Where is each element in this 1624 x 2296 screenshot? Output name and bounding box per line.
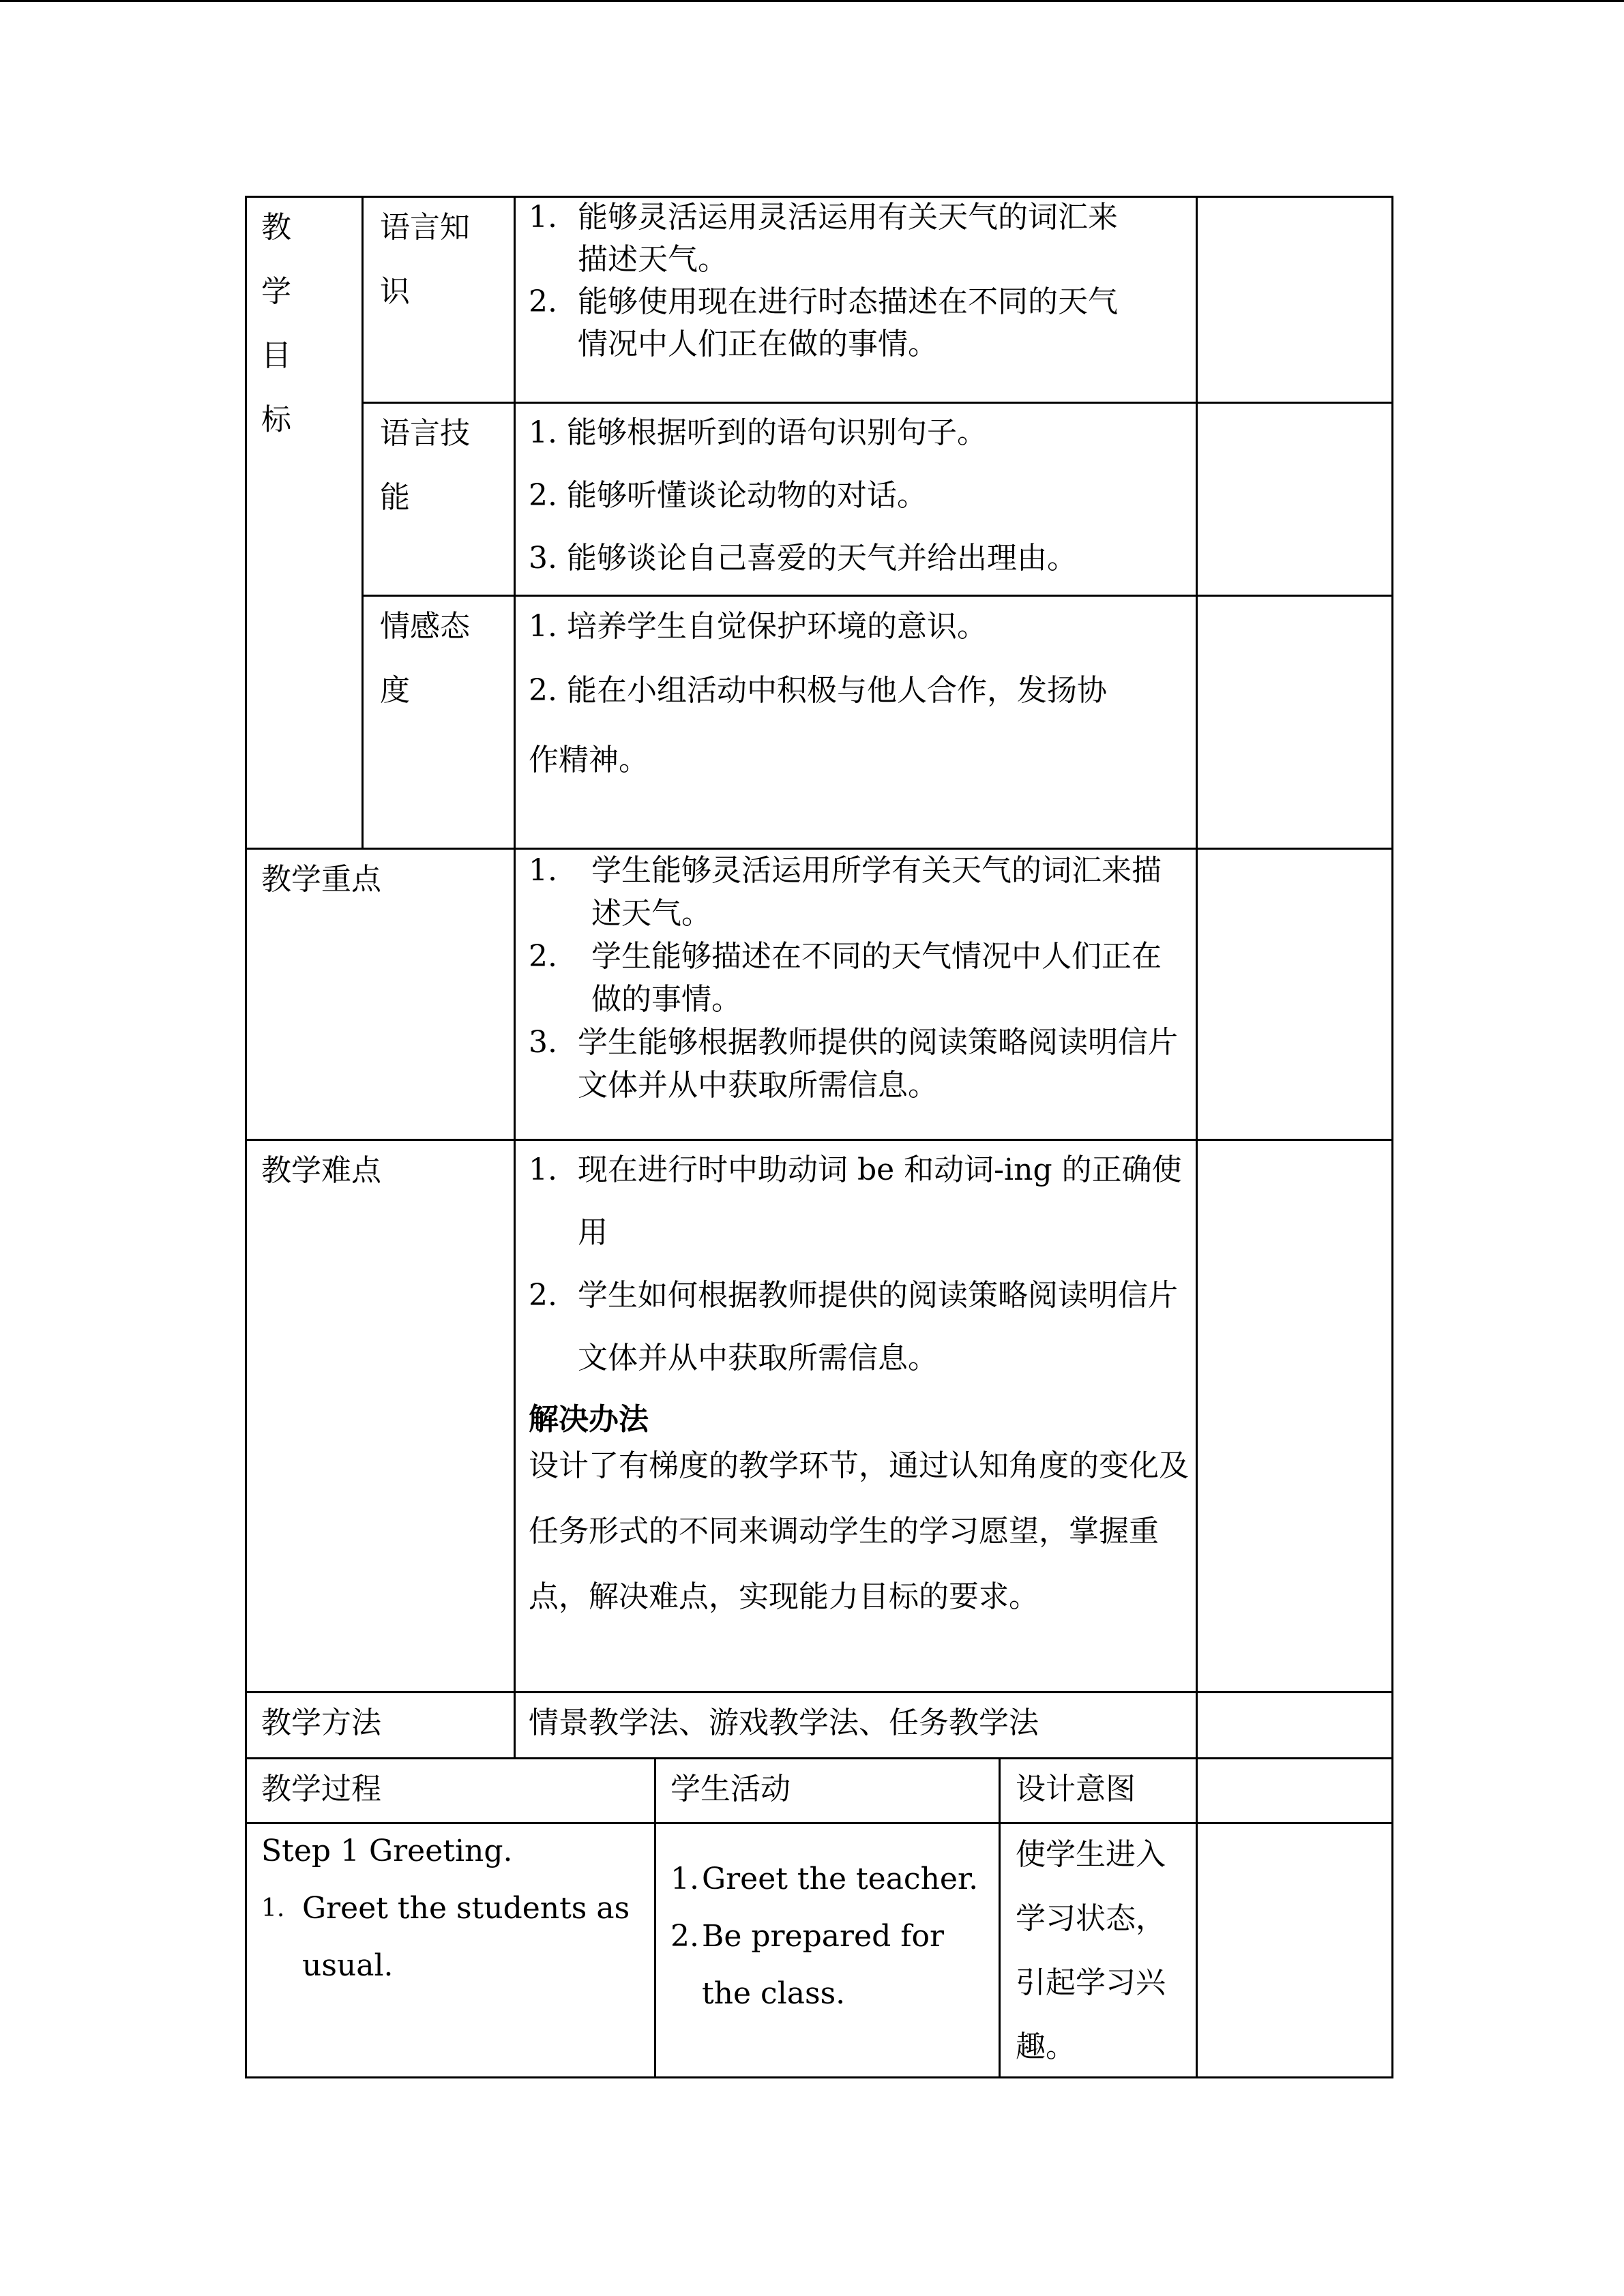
step-title: Step 1 Greeting. <box>261 1834 513 1868</box>
step1-teacher <box>261 1823 643 1995</box>
list-item: 2. 学生如何根据教师提供的阅读策略阅读明信片文体并从中获取所需信息。 <box>529 1278 1178 1375</box>
list-item: 3. 学生能够根据教师提供的阅读策略阅读明信片文体并从中获取所需信息。 <box>529 1025 1178 1103</box>
key-points-label: 教学重点 <box>261 862 381 897</box>
rule <box>245 196 247 2078</box>
list-item: 2. 能够使用现在进行时态描述在不同的天气情况中人们正在做的事情。 <box>529 284 1118 361</box>
rule <box>1196 196 1198 2078</box>
objectives-label: 教 学 目 标 <box>261 210 291 437</box>
step1-intent: 使学生进入学习状态，引起学习兴趣。 <box>1016 1837 1166 2064</box>
difficulties-label: 教学难点 <box>261 1153 381 1188</box>
attitude-label: 情感态 度 <box>380 609 470 708</box>
student-activity-header: 学生活动 <box>670 1772 791 1806</box>
list-item: 1. Greet the students as usual. <box>261 1891 630 1983</box>
rule <box>514 196 516 1759</box>
solution-text: 设计了有梯度的教学环节，通过认知角度的变化及任务形式的不同来调动学生的学习愿望，掌握重点，解决难点，实现能力目标的要求。 <box>529 1448 1189 1614</box>
list-item: 1. 现在进行时中助动词 be 和动词-ing 的正确使用 <box>529 1152 1182 1250</box>
step1-student <box>670 1851 991 2023</box>
knowledge-items <box>529 196 1142 366</box>
design-intent-header: 设计意图 <box>1016 1772 1136 1806</box>
knowledge-label: 语言知 识 <box>380 210 470 309</box>
rule <box>361 196 364 850</box>
key-points-items <box>529 849 1190 1107</box>
solution-title: 解决办法 <box>529 1402 649 1437</box>
list-item-continuation: 作精神。 <box>529 743 649 777</box>
rule <box>245 2076 1393 2078</box>
rule <box>999 1757 1001 2078</box>
difficulties-items <box>529 1139 1190 1630</box>
attitude-items <box>529 595 1190 798</box>
list-item: 2. Be prepared for the class. <box>670 1919 945 2011</box>
list-item: 2. 能在小组活动中积极与他人合作，发扬协 <box>529 673 1107 708</box>
list-item: 1. 学生能够灵活运用所学有关天气的词汇来描述天气。 <box>529 853 1162 931</box>
methods-label: 教学方法 <box>261 1705 381 1740</box>
rule <box>1391 196 1393 2078</box>
list-item: 1. 能够根据听到的语句识别句子。 <box>529 415 987 450</box>
list-item: 3. 能够谈论自己喜爱的天气并给出理由。 <box>529 541 1077 576</box>
list-item: 2. 学生能够描述在不同的天气情况中人们正在做的事情。 <box>529 939 1162 1017</box>
list-item: 1. Greet the teacher. <box>670 1862 979 1896</box>
methods-text: 情景教学法、游戏教学法、任务教学法 <box>529 1705 1039 1740</box>
rule <box>654 1757 656 2078</box>
skills-items <box>529 402 1190 590</box>
list-item: 1. 培养学生自觉保护环境的意识。 <box>529 609 987 644</box>
page-top-border <box>0 0 1624 2</box>
process-header: 教学过程 <box>261 1772 381 1806</box>
skills-label: 语言技 能 <box>380 416 470 515</box>
list-item: 2. 能够听懂谈论动物的对话。 <box>529 478 927 513</box>
list-item: 1. 能够灵活运用灵活运用有关天气的词汇来描述天气。 <box>529 200 1118 277</box>
